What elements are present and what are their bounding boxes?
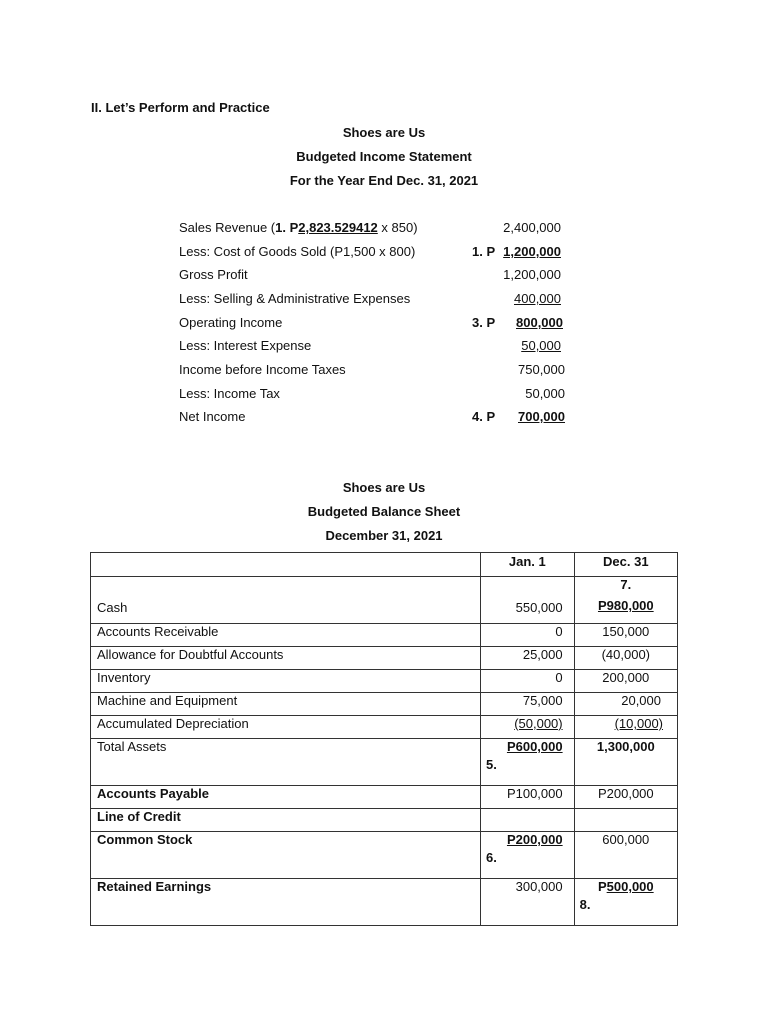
interest-expense-amount: 50,000 xyxy=(521,338,561,353)
income-before-tax-label: Income before Income Taxes xyxy=(179,362,346,377)
ar-dec: 150,000 xyxy=(602,624,650,639)
machine-label: Machine and Equipment xyxy=(97,693,238,708)
operating-income-amount: 800,000 xyxy=(516,315,563,330)
inventory-label: Inventory xyxy=(97,670,151,685)
gross-profit-label: Gross Profit xyxy=(179,267,248,282)
allowance-dec: (40,000) xyxy=(601,647,651,662)
table-row xyxy=(91,809,678,832)
net-income-label: Net Income xyxy=(179,409,246,424)
table-header-row xyxy=(91,553,678,577)
ar-label: Accounts Receivable xyxy=(97,624,219,639)
retained-dec-marker: 8. xyxy=(579,897,591,912)
cash-label: Cash xyxy=(97,600,128,615)
ap-jan: P100,000 xyxy=(506,786,563,801)
interest-expense-label: Less: Interest Expense xyxy=(179,338,312,353)
operating-income-label: Operating Income xyxy=(179,315,283,330)
total-assets-dec: 1,300,000 xyxy=(596,739,655,754)
row-income-before-tax xyxy=(179,362,579,380)
cash-dec-marker: 7. xyxy=(620,577,632,592)
retained-dec-value: P500,000 xyxy=(597,879,654,894)
cash-dec: P980,000 xyxy=(597,598,654,613)
row-operating-income xyxy=(179,315,579,333)
machine-dec: 20,000 xyxy=(621,693,661,708)
row-interest-expense xyxy=(179,338,579,356)
table-row xyxy=(91,716,678,739)
col-dec-header: Dec. 31 xyxy=(603,554,649,569)
selling-admin-amount: 400,000 xyxy=(514,291,561,306)
ar-jan: 0 xyxy=(555,624,563,639)
row-income-tax xyxy=(179,386,579,404)
table-row xyxy=(91,647,678,670)
income-tax-amount: 50,000 xyxy=(525,386,565,401)
table-row xyxy=(91,670,678,693)
balance-company-name: Shoes are Us xyxy=(342,480,426,495)
income-statement-title: Budgeted Income Statement xyxy=(296,149,472,164)
machine-jan: 75,000 xyxy=(522,693,563,708)
balance-sheet-title: Budgeted Balance Sheet xyxy=(307,504,461,519)
row-gross-profit xyxy=(179,267,579,285)
net-income-marker: 4. P xyxy=(472,409,496,424)
row-cogs xyxy=(179,244,579,262)
table-row xyxy=(91,832,678,879)
table-row xyxy=(91,879,678,926)
ap-label: Accounts Payable xyxy=(97,786,209,801)
balance-sheet-date: December 31, 2021 xyxy=(325,528,443,543)
row-sales-revenue xyxy=(179,220,579,238)
common-stock-jan-marker: 6. xyxy=(485,850,497,865)
sales-revenue-amount: 2,400,000 xyxy=(503,220,561,235)
income-before-tax-amount: 750,000 xyxy=(518,362,565,377)
acc-dep-jan: (50,000) xyxy=(514,716,563,731)
retained-jan: 300,000 xyxy=(515,879,563,894)
income-tax-label: Less: Income Tax xyxy=(179,386,280,401)
header-blank-cell xyxy=(91,553,481,577)
total-assets-jan: P600,000 xyxy=(506,739,563,754)
loc-label: Line of Credit xyxy=(97,809,181,824)
col-jan-header: Jan. 1 xyxy=(508,554,546,569)
table-row xyxy=(91,577,678,624)
cogs-amount: 1,200,000 xyxy=(503,244,561,259)
allowance-label: Allowance for Doubtful Accounts xyxy=(97,647,284,662)
table-row xyxy=(91,739,678,786)
inventory-dec: 200,000 xyxy=(602,670,650,685)
cogs-marker: 1. P xyxy=(472,244,496,259)
table-row xyxy=(91,786,678,809)
net-income-amount: 700,000 xyxy=(518,409,565,424)
sales-revenue-label: Sales Revenue (1. P2,823.529412 x 850) xyxy=(179,220,418,235)
table-row xyxy=(91,693,678,716)
income-company-name: Shoes are Us xyxy=(342,125,426,140)
allowance-jan: 25,000 xyxy=(522,647,563,662)
common-stock-jan: P200,000 xyxy=(506,832,563,847)
selling-admin-label: Less: Selling & Administrative Expenses xyxy=(179,291,411,306)
row-selling-admin xyxy=(179,291,579,309)
section-heading: II. Let’s Perform and Practice xyxy=(91,100,270,115)
common-stock-label: Common Stock xyxy=(97,832,193,847)
common-stock-dec: 600,000 xyxy=(602,832,650,847)
acc-dep-dec: (10,000) xyxy=(614,716,663,731)
balance-sheet-table xyxy=(90,552,678,926)
inventory-jan: 0 xyxy=(555,670,563,685)
income-statement-period: For the Year End Dec. 31, 2021 xyxy=(289,173,479,188)
cash-jan: 550,000 xyxy=(515,600,563,615)
operating-income-marker: 3. P xyxy=(472,315,496,330)
retained-label: Retained Earnings xyxy=(97,879,212,894)
gross-profit-amount: 1,200,000 xyxy=(503,267,561,282)
total-assets-label: Total Assets xyxy=(97,739,167,754)
acc-dep-label: Accumulated Depreciation xyxy=(97,716,249,731)
row-net-income xyxy=(179,409,579,427)
ap-dec: P200,000 xyxy=(597,786,654,801)
total-assets-jan-marker: 5. xyxy=(485,757,497,772)
cogs-label: Less: Cost of Goods Sold (P1,500 x 800) xyxy=(179,244,416,259)
table-row xyxy=(91,624,678,647)
